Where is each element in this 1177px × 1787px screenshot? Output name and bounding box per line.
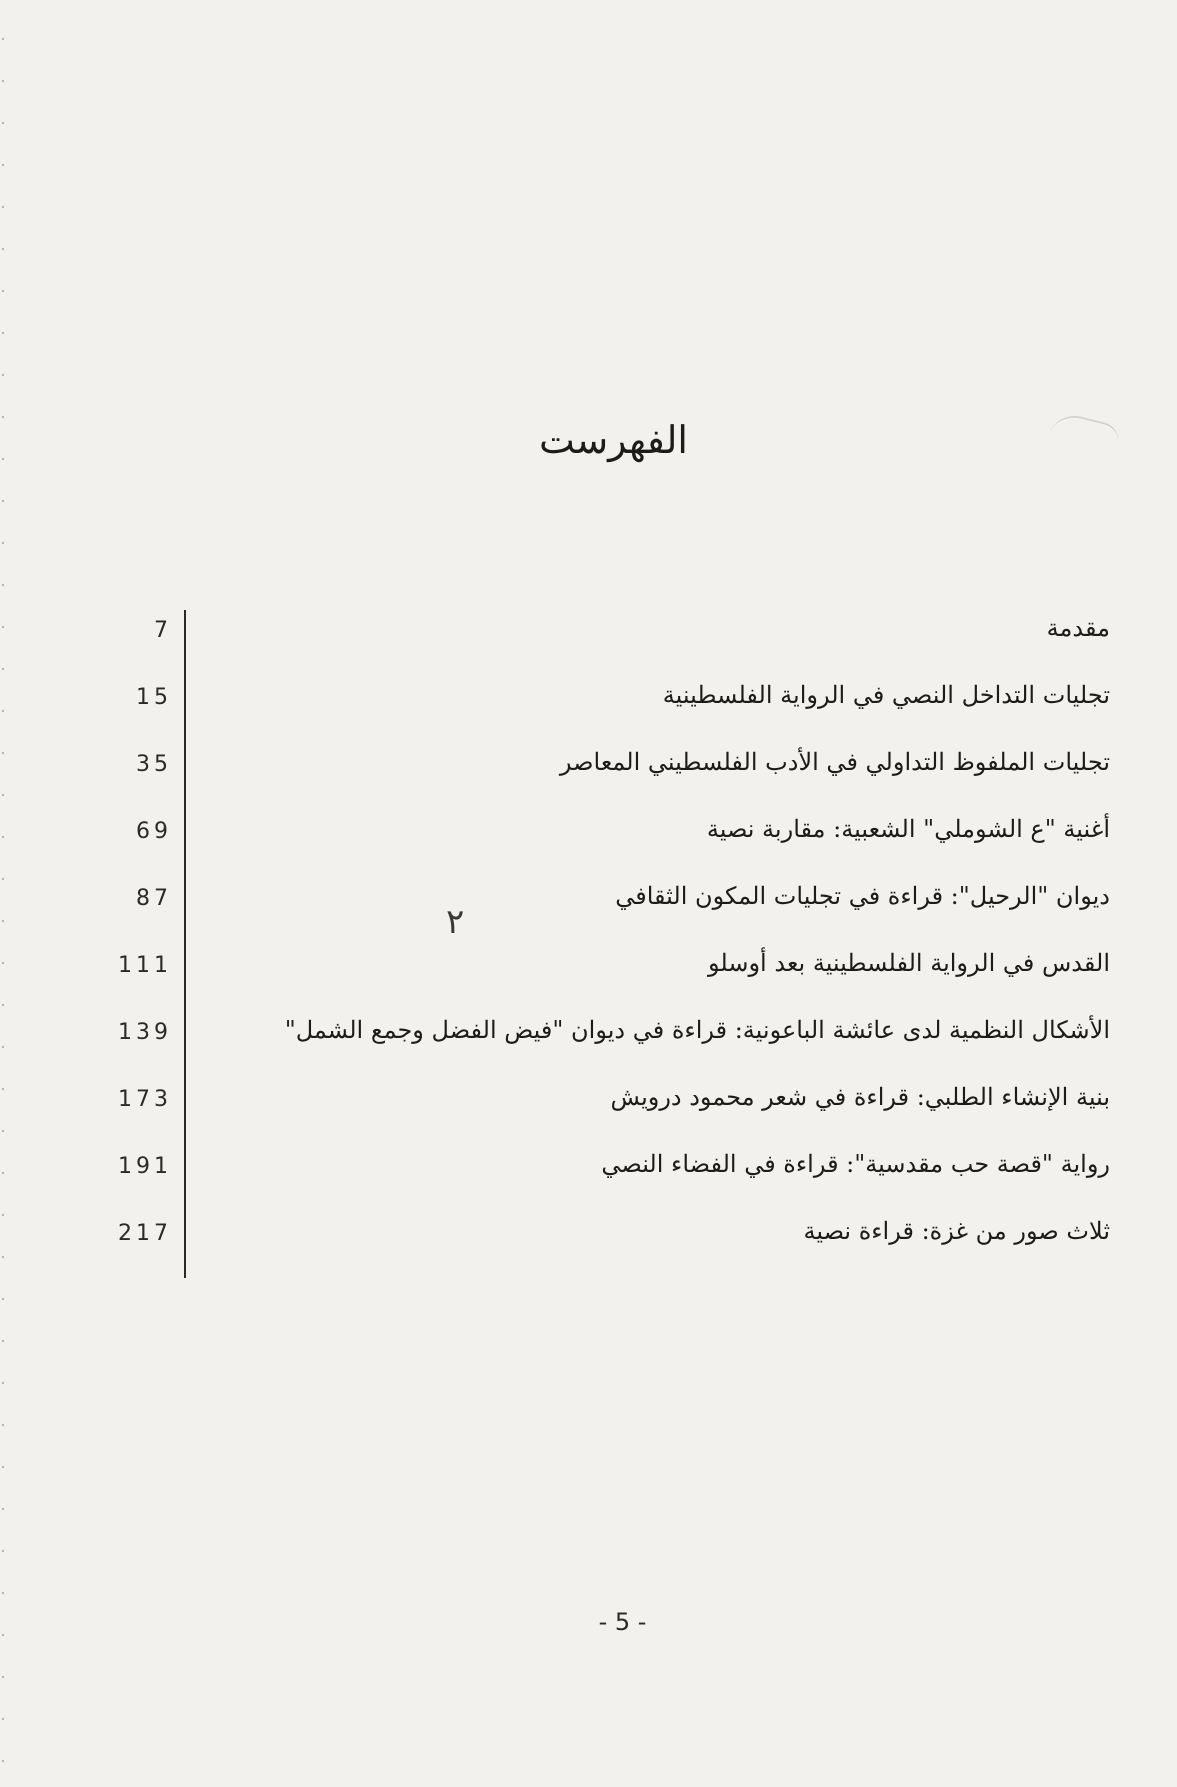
toc-entry [110, 1083, 1110, 1127]
toc-title: تجليات التداخل النصي في الرواية الفلسطينية [662, 681, 1110, 709]
toc-page-number: 111 [118, 953, 172, 978]
toc-title: بنية الإنشاء الطلبي: قراءة في شعر محمود درويش [610, 1083, 1110, 1111]
toc-entry [110, 1217, 1110, 1261]
toc-page-number: 87 [136, 886, 172, 911]
toc-page-number: 217 [118, 1221, 172, 1246]
toc-entry [110, 882, 1110, 926]
toc-entry [110, 949, 1110, 993]
toc-title: أغنية "ع الشوملي" الشعبية: مقاربة نصية [706, 815, 1110, 843]
toc-page-number: 35 [136, 752, 172, 777]
toc-page-number: 191 [118, 1154, 172, 1179]
toc-title: ثلاث صور من غزة: قراءة نصية [803, 1217, 1110, 1245]
toc-entry [110, 815, 1110, 859]
toc-entry [110, 748, 1110, 792]
page-title-text: الفهرست [539, 418, 688, 462]
toc-entry [110, 681, 1110, 725]
toc-title: تجليات الملفوظ التداولي في الأدب الفلسطيني المعاصر [559, 748, 1110, 776]
toc-entry [110, 614, 1110, 658]
toc-entry [110, 1150, 1110, 1194]
binding-edge [0, 0, 6, 1787]
toc-title: القدس في الرواية الفلسطينية بعد أوسلو [708, 949, 1110, 977]
page-number-text: - 5 - [598, 1608, 647, 1636]
toc-page-number: 15 [136, 685, 172, 710]
toc-title: ديوان "الرحيل": قراءة في تجليات المكون الثقافي [615, 882, 1110, 910]
toc-title: الأشكال النظمية لدى عائشة الباعونية: قراءة في ديوان "فيض الفضل وجمع الشمل" [284, 1016, 1110, 1044]
toc-title: مقدمة [1046, 614, 1110, 642]
toc-page-number: 139 [118, 1020, 172, 1045]
toc-title: رواية "قصة حب مقدسية": قراءة في الفضاء النصي [601, 1150, 1110, 1178]
page-number [0, 1608, 1177, 1636]
page-title [0, 418, 1177, 462]
toc-page-number: 69 [136, 819, 172, 844]
toc-page-number: 7 [154, 618, 172, 643]
toc-page-number: 173 [118, 1087, 172, 1112]
handwritten-mark: ٢ [446, 902, 465, 942]
toc-entry [110, 1016, 1110, 1060]
